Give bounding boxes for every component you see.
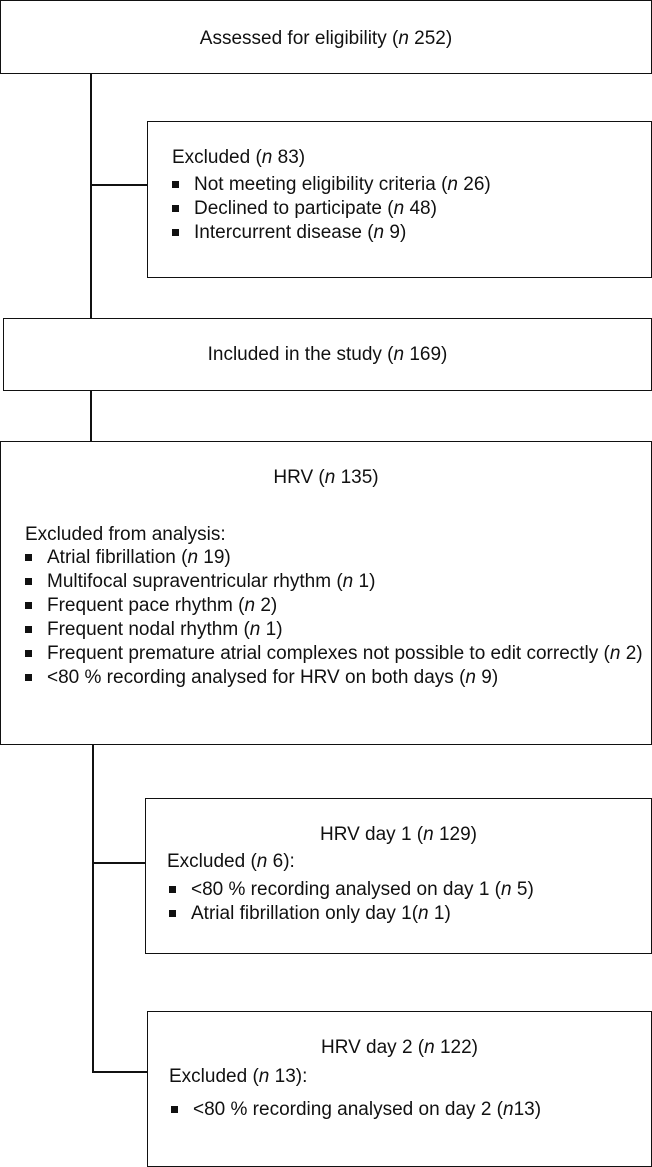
assessed-label: Assessed for eligibility (n 252) bbox=[199, 28, 453, 49]
bullet-icon bbox=[169, 910, 176, 917]
excluded-title: Excluded (n 83) bbox=[172, 147, 306, 168]
bullet-icon bbox=[25, 650, 32, 657]
hrv-day1-box bbox=[145, 798, 652, 954]
bullet-icon bbox=[172, 229, 179, 236]
bullet-icon bbox=[25, 626, 32, 633]
day1-branch-line bbox=[92, 862, 146, 864]
list-item: <80 % recording analysed for HRV on both days (n 9) bbox=[23, 666, 643, 690]
list-item: Atrial fibrillation (n 19) bbox=[23, 546, 643, 570]
excluded-list bbox=[170, 173, 491, 245]
list-item: Frequent premature atrial complexes not possible to edit correctly (n 2) bbox=[23, 642, 647, 666]
bullet-icon bbox=[171, 1106, 178, 1113]
bullet-icon bbox=[172, 181, 179, 188]
excluded-branch-line bbox=[90, 184, 148, 186]
list-item: <80 % recording analysed on day 2 (n13) bbox=[169, 1098, 541, 1122]
hrv-title: HRV (n 135) bbox=[273, 467, 379, 488]
day1-title: HRV day 1 (n 129) bbox=[319, 824, 478, 845]
bullet-icon bbox=[25, 578, 32, 585]
list-item: Frequent pace rhythm (n 2) bbox=[23, 594, 643, 618]
hrv-day2-box bbox=[147, 1011, 652, 1167]
bullet-icon bbox=[169, 886, 176, 893]
day1-excluded-heading: Excluded (n 6): bbox=[167, 851, 295, 872]
day2-title: HRV day 2 (n 122) bbox=[320, 1037, 479, 1058]
excluded-box bbox=[147, 121, 652, 278]
assessed-box bbox=[0, 0, 652, 74]
list-item: <80 % recording analysed on day 1 (n 5) bbox=[167, 878, 534, 902]
bullet-icon bbox=[25, 674, 32, 681]
included-label: Included in the study (n 169) bbox=[207, 344, 448, 365]
list-item: Intercurrent disease (n 9) bbox=[170, 221, 491, 245]
day1-excluded-list bbox=[167, 878, 534, 926]
list-item: Atrial fibrillation only day 1(n 1) bbox=[167, 902, 534, 926]
day2-excluded-heading: Excluded (n 13): bbox=[169, 1066, 308, 1087]
list-item: Not meeting eligibility criteria (n 26) bbox=[170, 173, 491, 197]
bullet-icon bbox=[172, 205, 179, 212]
hrv-excluded-heading: Excluded from analysis: bbox=[25, 524, 226, 545]
day2-branch-line bbox=[92, 1071, 148, 1073]
list-item: Multifocal supraventricular rhythm (n 1) bbox=[23, 570, 643, 594]
hrv-branch-connector-line bbox=[92, 744, 94, 1072]
hrv-excluded-list bbox=[23, 546, 643, 690]
hrv-box bbox=[0, 441, 652, 745]
bullet-icon bbox=[25, 602, 32, 609]
list-item: Declined to participate (n 48) bbox=[170, 197, 491, 221]
included-to-hrv-line bbox=[90, 390, 92, 442]
list-item: Frequent nodal rhythm (n 1) bbox=[23, 618, 643, 642]
included-box bbox=[3, 318, 652, 391]
day2-excluded-list bbox=[169, 1098, 541, 1122]
main-connector-line bbox=[90, 73, 92, 319]
bullet-icon bbox=[25, 554, 32, 561]
